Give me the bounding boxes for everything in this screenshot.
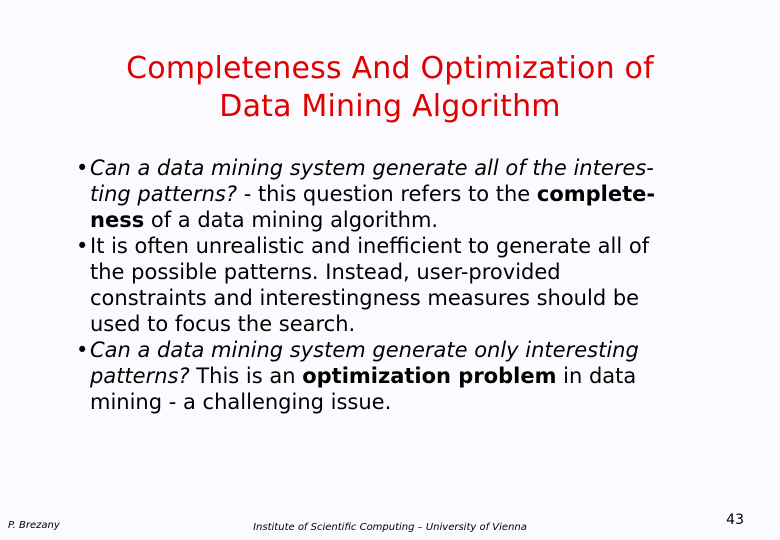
bullet-line	[90, 207, 726, 233]
bullet-item	[76, 233, 726, 337]
bullet-line	[90, 311, 726, 337]
bullet-marker: •	[76, 338, 89, 362]
bullet-text-segment: in data	[556, 364, 637, 388]
bullet-line	[90, 155, 726, 181]
bullet-text-segment: ness	[90, 208, 145, 232]
bullet-line	[90, 337, 726, 363]
bullet-text-segment: constraints and interestingness measures should be	[90, 286, 640, 310]
bullet-line	[90, 389, 726, 415]
bullet-text-segment: Can a data mining system generate only interesting	[90, 338, 639, 362]
bullet-line	[90, 285, 726, 311]
bullet-text-segment: complete-	[536, 182, 656, 206]
bullet-text-segment: It is often unrealistic and inefficient to generate all of	[90, 234, 650, 258]
bullet-text-segment: Can a data mining system generate all of the interes-	[90, 156, 654, 180]
page-number: 43	[726, 512, 744, 528]
bullet-marker: •	[76, 234, 89, 258]
slide-title-line-2: Data Mining Algorithm	[219, 89, 561, 124]
bullet-list	[76, 155, 726, 415]
bullet-text-segment: optimization problem	[302, 364, 557, 388]
bullet-line	[90, 259, 726, 285]
footer-author: P. Brezany	[8, 520, 60, 531]
bullet-text-segment: of a data mining algorithm.	[144, 208, 439, 232]
bullet-line	[90, 233, 726, 259]
bullet-item	[76, 337, 726, 415]
bullet-text-segment: patterns?	[90, 364, 190, 388]
bullet-text-segment: mining - a challenging issue.	[90, 390, 392, 414]
footer-institute: Institute of Scientific Computing – University of Vienna	[253, 522, 527, 533]
bullet-line	[90, 363, 726, 389]
bullet-text-segment: the possible patterns. Instead, user-provided	[90, 260, 561, 284]
bullet-line	[90, 181, 726, 207]
bullet-text-segment: ting patterns?	[90, 182, 244, 206]
bullet-item	[76, 155, 726, 233]
bullet-text-segment: This is an	[189, 364, 303, 388]
slide-title	[0, 50, 780, 126]
bullet-marker: •	[76, 156, 89, 180]
bullet-text-segment: used to focus the search.	[90, 312, 356, 336]
slide-title-line-1: Completeness And Optimization of	[126, 51, 654, 86]
bullet-text-segment: - this question refers to the	[243, 182, 537, 206]
